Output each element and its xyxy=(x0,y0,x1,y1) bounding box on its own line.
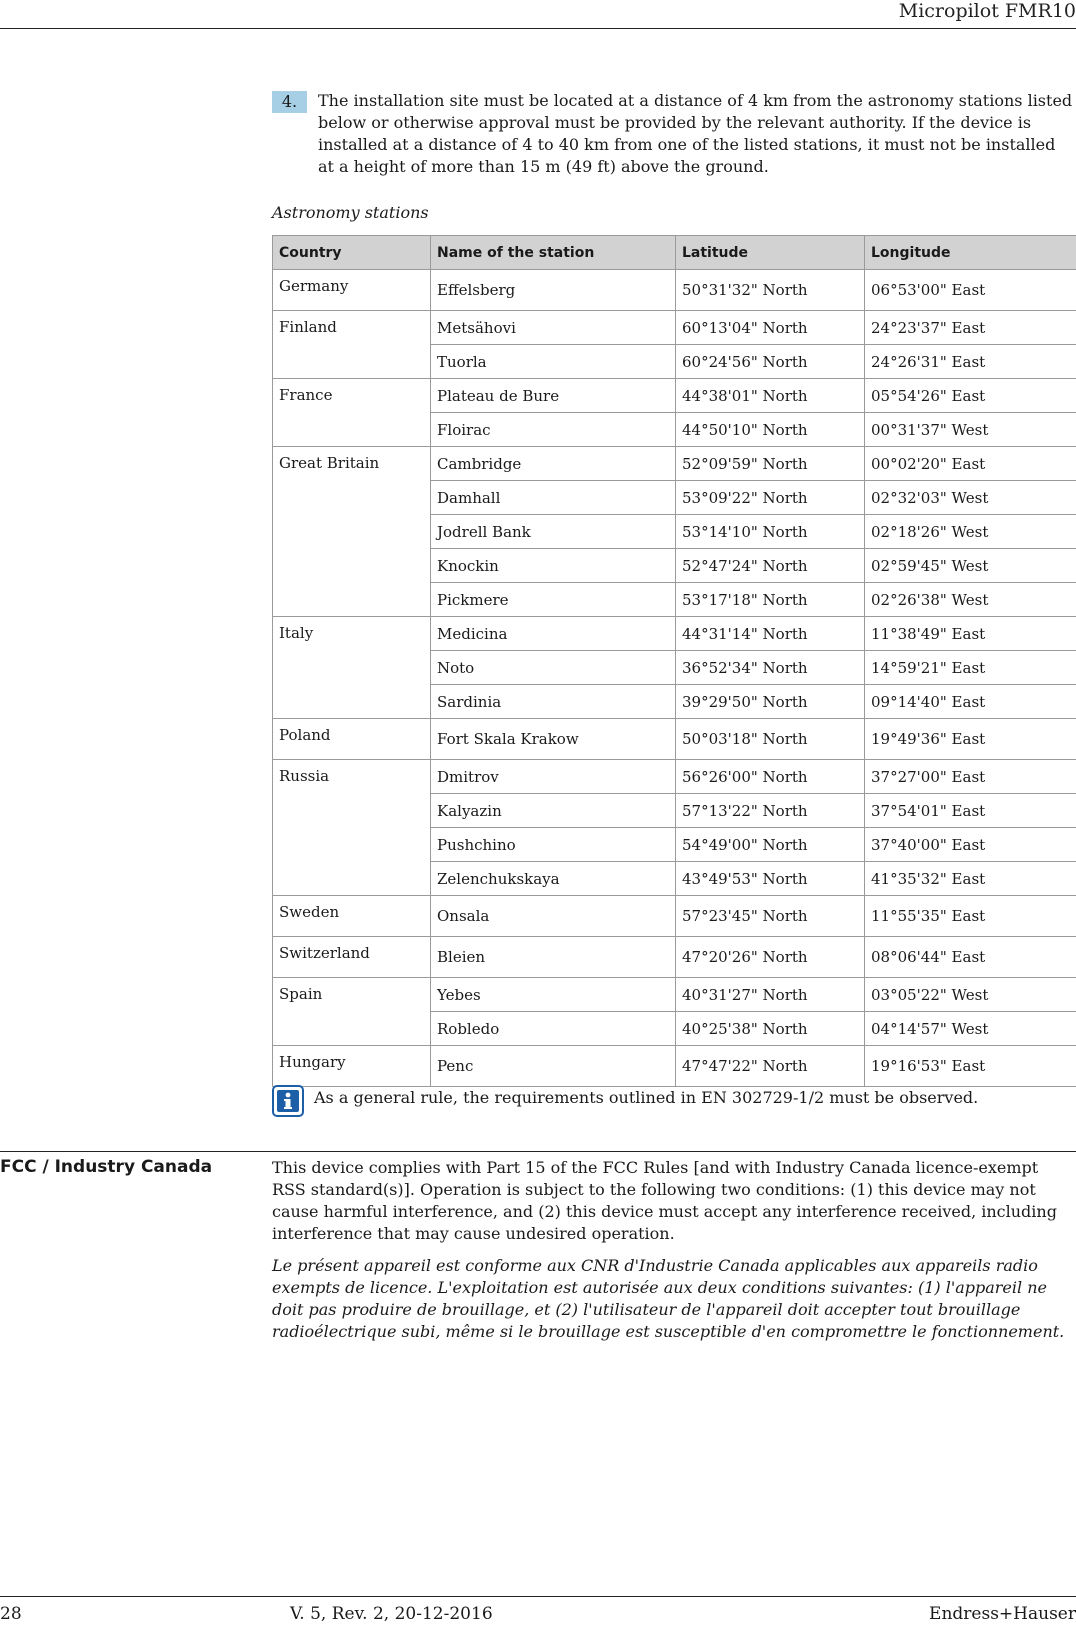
longitude-cell: 24°23'37" East xyxy=(865,311,1076,345)
station-name-cell: Effelsberg xyxy=(431,270,676,311)
longitude-cell: 09°14'40" East xyxy=(865,685,1076,719)
latitude-cell: 47°20'26" North xyxy=(676,937,865,978)
station-name-cell: Kalyazin xyxy=(431,794,676,828)
fcc-french-text: Le présent appareil est conforme aux CNR d'Industrie Canada applicables aux appareils radio exempts de licence. L'exploitation est autorisée aux deux conditions suivantes: (1) l'appareil ne doit pas produire de brouillage, et (2) l'utilisateur de l'appareil doit accepter tout brouillage radioélectrique subi, même si le brouillage est susceptible d'en compromettre le fonctionnement. xyxy=(272,1256,1065,1341)
latitude-cell: 44°38'01" North xyxy=(676,379,865,413)
latitude-cell: 43°49'53" North xyxy=(676,862,865,896)
latitude-cell: 57°13'22" North xyxy=(676,794,865,828)
table-row xyxy=(273,447,1076,481)
longitude-cell: 37°27'00" East xyxy=(865,760,1076,794)
step-number-badge: 4. xyxy=(272,91,307,113)
longitude-cell: 02°18'26" West xyxy=(865,515,1076,549)
latitude-cell: 44°31'14" North xyxy=(676,617,865,651)
latitude-cell: 40°31'27" North xyxy=(676,978,865,1012)
header-divider xyxy=(0,28,1076,29)
info-note xyxy=(272,1085,1076,1117)
brand-name: Endress+Hauser xyxy=(929,1604,1076,1624)
station-name-cell: Knockin xyxy=(431,549,676,583)
note-text: As a general rule, the requirements outlined in EN 302729-1/2 must be observed. xyxy=(314,1088,979,1107)
country-cell: Great Britain xyxy=(273,447,431,617)
country-cell: Finland xyxy=(273,311,431,379)
info-icon xyxy=(272,1085,304,1117)
table-row xyxy=(273,896,1076,937)
station-name-cell: Damhall xyxy=(431,481,676,515)
station-name-cell: Noto xyxy=(431,651,676,685)
station-name-cell: Medicina xyxy=(431,617,676,651)
station-name-cell: Plateau de Bure xyxy=(431,379,676,413)
fcc-english-text: This device complies with Part 15 of the FCC Rules [and with Industry Canada licence-exempt RSS standard(s)]. Operation is subject to the following two conditions: (1) this device may not cause harmful interference, and (2) this device must accept any interference received, including interference that may cause undesired operation. xyxy=(272,1158,1057,1243)
fcc-section-body xyxy=(272,1157,1076,1353)
longitude-cell: 08°06'44" East xyxy=(865,937,1076,978)
table-row xyxy=(273,978,1076,1012)
latitude-cell: 54°49'00" North xyxy=(676,828,865,862)
station-name-cell: Yebes xyxy=(431,978,676,1012)
longitude-cell: 00°31'37" West xyxy=(865,413,1076,447)
latitude-cell: 50°31'32" North xyxy=(676,270,865,311)
latitude-cell: 44°50'10" North xyxy=(676,413,865,447)
station-name-cell: Pickmere xyxy=(431,583,676,617)
table-row xyxy=(273,311,1076,345)
latitude-cell: 57°23'45" North xyxy=(676,896,865,937)
page-number: 28 xyxy=(0,1604,22,1624)
station-name-cell: Floirac xyxy=(431,413,676,447)
country-cell: Hungary xyxy=(273,1046,431,1087)
longitude-cell: 04°14'57" West xyxy=(865,1012,1076,1046)
table-header-row xyxy=(273,236,1076,270)
table-row xyxy=(273,719,1076,760)
longitude-cell: 19°49'36" East xyxy=(865,719,1076,760)
instruction-step xyxy=(272,90,1076,178)
longitude-cell: 11°55'35" East xyxy=(865,896,1076,937)
latitude-cell: 56°26'00" North xyxy=(676,760,865,794)
longitude-cell: 02°32'03" West xyxy=(865,481,1076,515)
longitude-cell: 37°40'00" East xyxy=(865,828,1076,862)
country-cell: Sweden xyxy=(273,896,431,937)
latitude-cell: 60°24'56" North xyxy=(676,345,865,379)
latitude-cell: 47°47'22" North xyxy=(676,1046,865,1087)
station-name-cell: Penc xyxy=(431,1046,676,1087)
step-text: The installation site must be located at a distance of 4 km from the astronomy stations listed below or otherwise approval must be provided by the relevant authority. If the device is installed at a distance of 4 to 40 km from one of the listed stations, it must not be installed at a height of more than 15 m (49 ft) above the ground. xyxy=(318,91,1073,176)
column-header-station: Name of the station xyxy=(431,236,676,270)
longitude-cell: 11°38'49" East xyxy=(865,617,1076,651)
latitude-cell: 53°09'22" North xyxy=(676,481,865,515)
latitude-cell: 36°52'34" North xyxy=(676,651,865,685)
latitude-cell: 39°29'50" North xyxy=(676,685,865,719)
station-name-cell: Robledo xyxy=(431,1012,676,1046)
longitude-cell: 37°54'01" East xyxy=(865,794,1076,828)
country-cell: Germany xyxy=(273,270,431,311)
column-header-country: Country xyxy=(273,236,431,270)
longitude-cell: 41°35'32" East xyxy=(865,862,1076,896)
longitude-cell: 05°54'26" East xyxy=(865,379,1076,413)
longitude-cell: 00°02'20" East xyxy=(865,447,1076,481)
station-name-cell: Pushchino xyxy=(431,828,676,862)
station-name-cell: Dmitrov xyxy=(431,760,676,794)
station-name-cell: Tuorla xyxy=(431,345,676,379)
latitude-cell: 53°14'10" North xyxy=(676,515,865,549)
document-version: V. 5, Rev. 2, 20-12-2016 xyxy=(290,1604,493,1624)
column-header-longitude: Longitude xyxy=(865,236,1076,270)
table-row xyxy=(273,617,1076,651)
longitude-cell: 24°26'31" East xyxy=(865,345,1076,379)
document-title: Micropilot FMR10 xyxy=(898,0,1076,22)
latitude-cell: 52°47'24" North xyxy=(676,549,865,583)
table-row xyxy=(273,1046,1076,1087)
station-name-cell: Fort Skala Krakow xyxy=(431,719,676,760)
longitude-cell: 03°05'22" West xyxy=(865,978,1076,1012)
table-row xyxy=(273,760,1076,794)
country-cell: Poland xyxy=(273,719,431,760)
longitude-cell: 02°26'38" West xyxy=(865,583,1076,617)
table-row xyxy=(273,937,1076,978)
table-row xyxy=(273,379,1076,413)
longitude-cell: 19°16'53" East xyxy=(865,1046,1076,1087)
country-cell: Italy xyxy=(273,617,431,719)
country-cell: Spain xyxy=(273,978,431,1046)
table-row xyxy=(273,270,1076,311)
longitude-cell: 02°59'45" West xyxy=(865,549,1076,583)
latitude-cell: 50°03'18" North xyxy=(676,719,865,760)
table-body xyxy=(273,270,1076,1087)
footer-divider xyxy=(0,1596,1076,1597)
table-caption: Astronomy stations xyxy=(272,203,429,222)
country-cell: Russia xyxy=(273,760,431,896)
section-label: FCC / Industry Canada xyxy=(0,1157,213,1177)
astronomy-stations-table xyxy=(272,235,1076,1087)
latitude-cell: 52°09'59" North xyxy=(676,447,865,481)
country-cell: France xyxy=(273,379,431,447)
station-name-cell: Bleien xyxy=(431,937,676,978)
station-name-cell: Metsähovi xyxy=(431,311,676,345)
latitude-cell: 60°13'04" North xyxy=(676,311,865,345)
station-name-cell: Cambridge xyxy=(431,447,676,481)
country-cell: Switzerland xyxy=(273,937,431,978)
station-name-cell: Sardinia xyxy=(431,685,676,719)
longitude-cell: 14°59'21" East xyxy=(865,651,1076,685)
longitude-cell: 06°53'00" East xyxy=(865,270,1076,311)
station-name-cell: Zelenchukskaya xyxy=(431,862,676,896)
latitude-cell: 53°17'18" North xyxy=(676,583,865,617)
column-header-latitude: Latitude xyxy=(676,236,865,270)
station-name-cell: Onsala xyxy=(431,896,676,937)
station-name-cell: Jodrell Bank xyxy=(431,515,676,549)
latitude-cell: 40°25'38" North xyxy=(676,1012,865,1046)
section-divider xyxy=(0,1151,1076,1152)
